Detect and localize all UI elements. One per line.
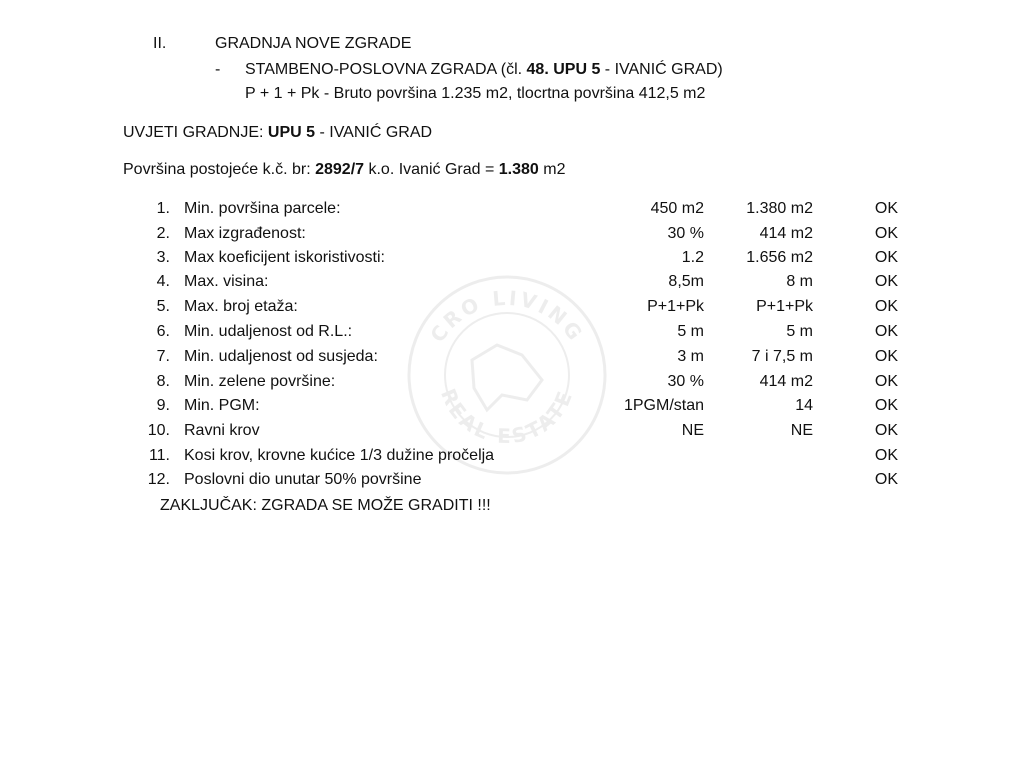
- row-label: Poslovni dio unutar 50% površine: [184, 471, 422, 488]
- row-number: 8.: [156, 373, 170, 390]
- parcel-mid: k.o. Ivanić Grad =: [364, 161, 499, 178]
- row-number: 1.: [156, 200, 170, 217]
- section-title: GRADNJA NOVE ZGRADE: [215, 35, 412, 52]
- table-row: [0, 347, 1024, 371]
- row-status: OK: [874, 422, 898, 439]
- parcel-unit: m2: [538, 161, 566, 178]
- parcel-line: [123, 160, 565, 180]
- conditions-place: - IVANIĆ GRAD: [315, 124, 433, 141]
- row-actual: 5 m: [786, 323, 813, 340]
- row-label: Max. broj etaža:: [184, 298, 298, 315]
- table-row: [0, 322, 1024, 346]
- row-number: 2.: [156, 225, 170, 242]
- conclusion: ZAKLJUČAK: ZGRADA SE MOŽE GRADITI !!!: [160, 497, 491, 514]
- table-row: [0, 470, 1024, 494]
- row-label: Max izgrađenost:: [184, 225, 306, 242]
- row-status: OK: [874, 471, 898, 488]
- building-location: - IVANIĆ GRAD): [600, 61, 723, 78]
- row-actual: 1.380 m2: [746, 200, 813, 217]
- section-dash: -: [215, 61, 221, 78]
- row-status: OK: [874, 298, 898, 315]
- row-required: 30 %: [667, 225, 704, 242]
- row-status: OK: [874, 200, 898, 217]
- row-number: 6.: [156, 323, 170, 340]
- conditions-label: UVJETI GRADNJE:: [123, 124, 268, 141]
- row-required: 1.2: [681, 249, 704, 266]
- row-label: Min. površina parcele:: [184, 200, 341, 217]
- row-number: 4.: [156, 273, 170, 290]
- row-label: Max. visina:: [184, 273, 269, 290]
- building-description: [245, 60, 723, 80]
- row-number: 10.: [147, 422, 170, 439]
- building-size: P + 1 + Pk - Bruto površina 1.235 m2, tlocrtna površina 412,5 m2: [245, 85, 706, 102]
- building-type: STAMBENO-POSLOVNA ZGRADA (čl.: [245, 61, 527, 78]
- row-required: 5 m: [677, 323, 704, 340]
- row-label: Min. PGM:: [184, 397, 260, 414]
- row-required: 30 %: [667, 373, 704, 390]
- article-reference: 48. UPU 5: [526, 61, 601, 78]
- conditions-line: [123, 123, 432, 143]
- row-actual: NE: [790, 422, 813, 439]
- parcel-pre: Površina postojeće k.č. br:: [123, 161, 316, 178]
- table-row: [0, 446, 1024, 470]
- row-required: P+1+Pk: [647, 298, 704, 315]
- row-actual: P+1+Pk: [756, 298, 813, 315]
- table-row: [0, 396, 1024, 420]
- row-status: OK: [874, 397, 898, 414]
- parcel-number: 2892/7: [315, 161, 365, 178]
- row-actual: 414 m2: [759, 373, 813, 390]
- row-number: 11.: [148, 447, 170, 464]
- table-row: [0, 421, 1024, 445]
- table-row: [0, 248, 1024, 272]
- row-status: OK: [874, 373, 898, 390]
- row-required: 3 m: [677, 348, 704, 365]
- row-status: OK: [874, 447, 898, 464]
- conditions-plan: UPU 5: [267, 124, 316, 141]
- row-number: 5.: [156, 298, 170, 315]
- row-status: OK: [874, 225, 898, 242]
- row-status: OK: [874, 348, 898, 365]
- row-label: Kosi krov, krovne kućice 1/3 dužine pročelja: [184, 447, 495, 464]
- table-row: [0, 372, 1024, 396]
- row-number: 12.: [147, 471, 170, 488]
- row-number: 9.: [156, 397, 170, 414]
- row-number: 7.: [156, 348, 170, 365]
- row-label: Max koeficijent iskoristivosti:: [184, 249, 385, 266]
- row-required: 1PGM/stan: [623, 397, 704, 414]
- row-actual: 1.656 m2: [746, 249, 813, 266]
- row-required: 450 m2: [650, 200, 704, 217]
- row-actual: 14: [795, 397, 813, 414]
- row-actual: 8 m: [786, 273, 813, 290]
- table-row: [0, 297, 1024, 321]
- table-row: [0, 224, 1024, 248]
- parcel-area: 1.380: [498, 161, 539, 178]
- row-actual: 7 i 7,5 m: [751, 348, 813, 365]
- row-status: OK: [874, 273, 898, 290]
- row-number: 3.: [156, 249, 170, 266]
- row-label: Min. udaljenost od susjeda:: [184, 348, 378, 365]
- row-status: OK: [874, 249, 898, 266]
- table-row: [0, 272, 1024, 296]
- watermark-text-bottom: REAL ESTATE: [435, 385, 578, 449]
- section-numeral: II.: [153, 35, 167, 52]
- row-label: Min. udaljenost od R.L.:: [184, 323, 353, 340]
- row-required: NE: [681, 422, 704, 439]
- row-actual: 414 m2: [759, 225, 813, 242]
- table-row: [0, 199, 1024, 223]
- row-label: Min. zelene površine:: [184, 373, 336, 390]
- watermark-text-top: CRO LIVING: [425, 285, 589, 347]
- row-label: Ravni krov: [184, 422, 260, 439]
- row-status: OK: [874, 323, 898, 340]
- row-required: 8,5m: [668, 273, 704, 290]
